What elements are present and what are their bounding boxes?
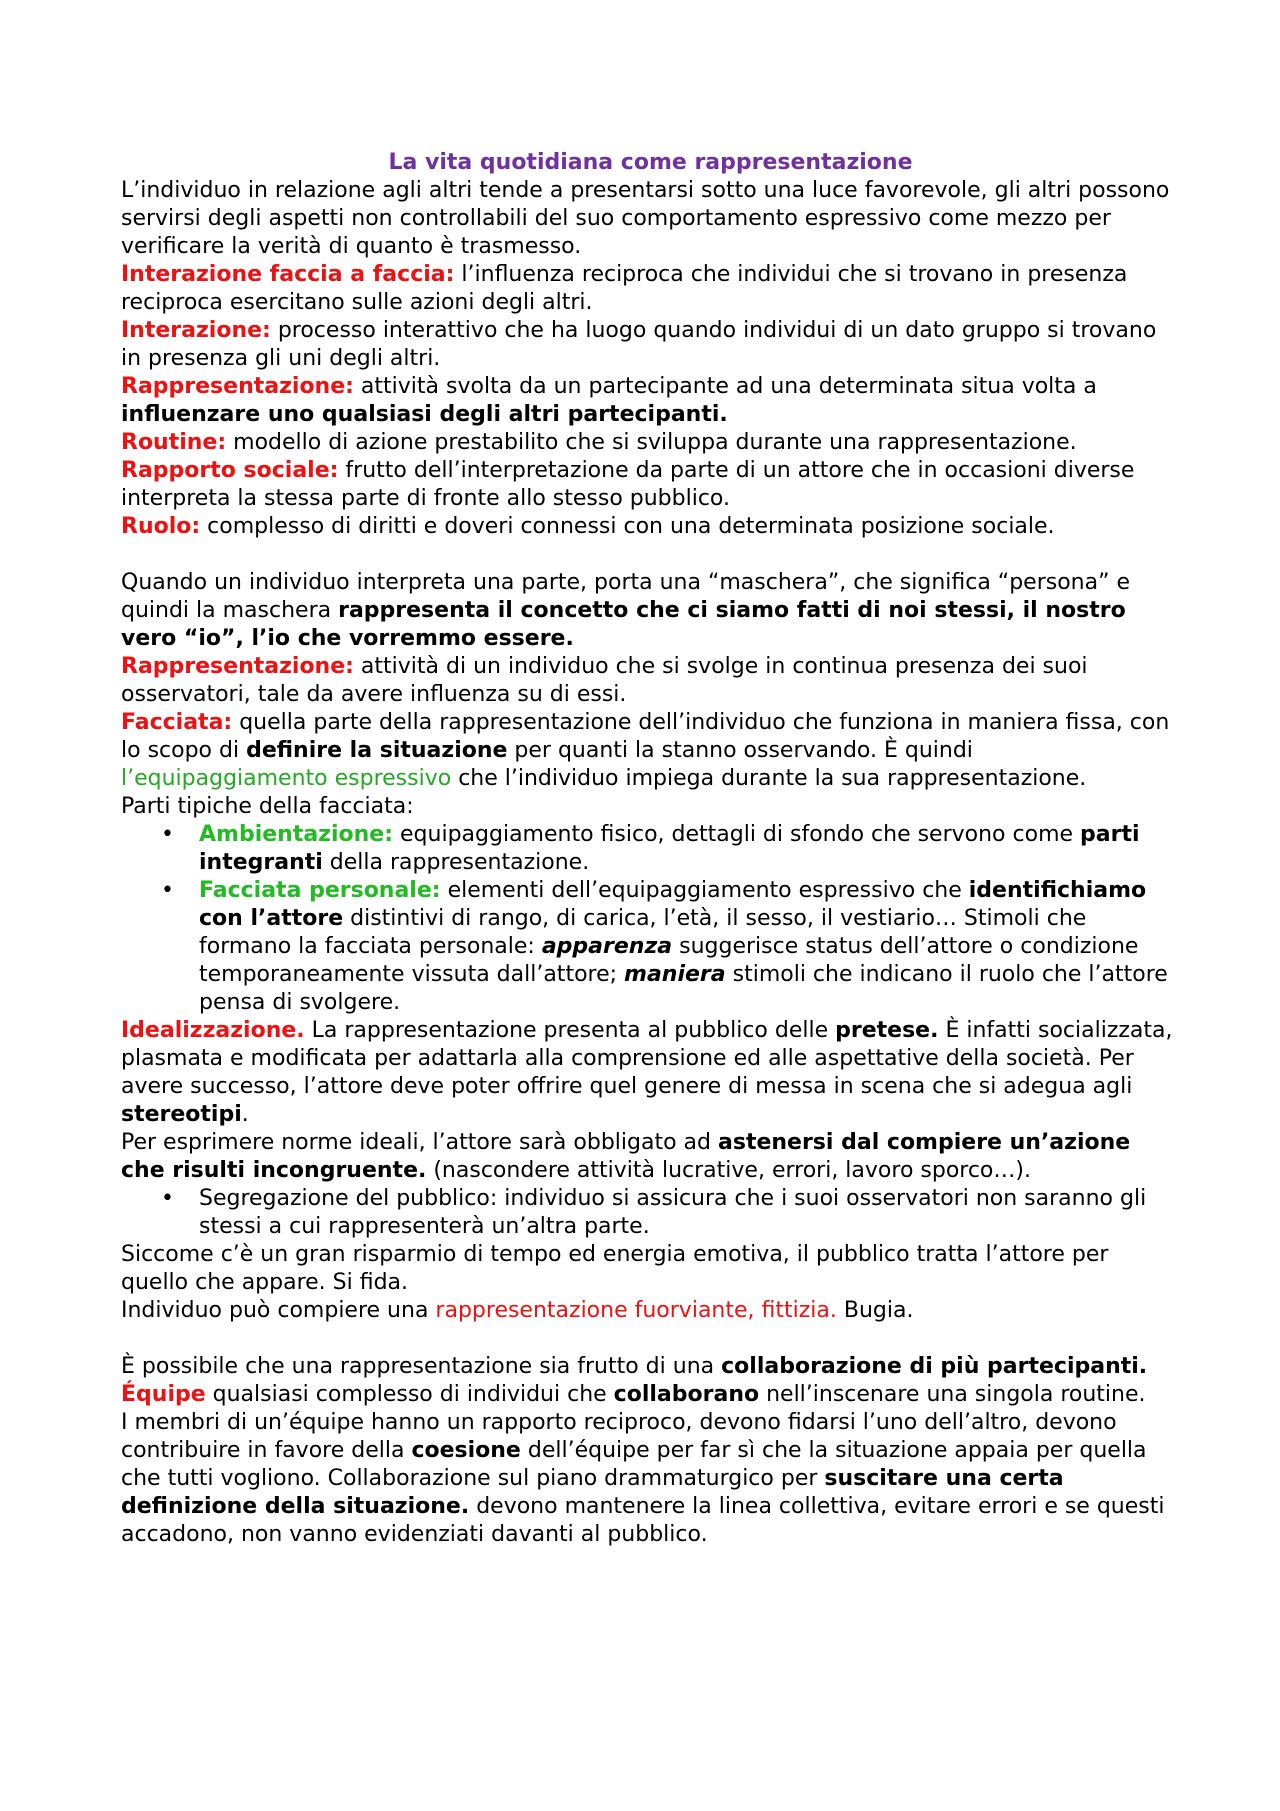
bold-text: parti integranti	[199, 822, 1140, 875]
term-label: Routine:	[121, 430, 227, 455]
term-label: Équipe	[121, 1382, 206, 1407]
definition-rappresentazione-2	[121, 653, 1180, 709]
term-label: Interazione faccia a faccia:	[121, 262, 455, 287]
definition-text: .	[241, 1102, 249, 1127]
bold-text: rappresenta il concetto che ci siamo fatti di noi stessi, il nostro vero “io”, l’io che vorremmo essere.	[121, 598, 1126, 651]
blank-line	[121, 1325, 1180, 1353]
list-item-segregazione	[121, 1185, 1180, 1241]
definition-facciata	[121, 709, 1180, 793]
definition-text: per quanti la stanno osservando. È quindi	[507, 738, 973, 763]
term-label: Idealizzazione.	[121, 1018, 305, 1043]
term-label: Facciata personale:	[199, 878, 441, 903]
bold-text: suscitare una certa definizione della situazione.	[121, 1466, 1064, 1519]
paragraph-text: devono mantenere la linea collettiva, evitare errori e se questi accadono, non vanno evidenziati davanti al pubblico.	[121, 1494, 1165, 1547]
paragraph-text: dell’équipe per far sì che la situazione appaia per quella che tutti vogliono. Collaborazione sul piano drammaturgico per	[121, 1438, 1147, 1491]
bugia-paragraph	[121, 1297, 1180, 1325]
definition-routine	[121, 429, 1180, 457]
list-item-ambientazione	[121, 821, 1180, 877]
bold-text: pretese.	[835, 1018, 939, 1043]
facciata-parts-list	[121, 821, 1180, 1017]
list-item-facciata-personale	[121, 877, 1180, 1017]
paragraph-text: Quando un individuo interpreta una parte, porta una “maschera”, che significa “persona” e quindi la maschera	[121, 570, 1131, 623]
term-label: Facciata:	[121, 710, 233, 735]
term-label: Ambientazione:	[199, 822, 394, 847]
segregazione-list	[121, 1185, 1180, 1241]
bold-text: collaborano	[613, 1382, 760, 1407]
definition-text: complesso di diritti e doveri connessi con una determinata posizione sociale.	[200, 514, 1055, 539]
definition-text: nell’inscenare una singola routine.	[759, 1382, 1146, 1407]
definition-interazione	[121, 317, 1180, 373]
definition-text: attività di un individuo che si svolge in continua presenza dei suoi osservatori, tale da avere influenza su di essi.	[121, 654, 1088, 707]
bullet-icon: •	[161, 878, 174, 903]
paragraph-text: Per esprimere norme ideali, l’attore sarà obbligato ad	[121, 1130, 718, 1155]
definition-text: qualsiasi complesso di individui che	[205, 1382, 614, 1407]
definition-interazione-faccia	[121, 261, 1180, 317]
definition-text: modello di azione prestabilito che si sviluppa durante una rappresentazione.	[226, 430, 1077, 455]
definition-text: La rappresentazione presenta al pubblico delle	[304, 1018, 836, 1043]
siccome-paragraph: Siccome c’è un gran risparmio di tempo ed energia emotiva, il pubblico tratta l’attore per quello che appare. Si fida.	[121, 1242, 1109, 1295]
mask-paragraph	[121, 569, 1180, 653]
bold-text: identifichiamo con l’attore	[199, 878, 1147, 931]
paragraph-text: I membri di un’équipe hanno un rapporto reciproco, devono fidarsi l’uno dell’altro, devono contribuire in favore della	[121, 1410, 1117, 1463]
item-text: elementi dell’equipaggiamento espressivo che	[440, 878, 969, 903]
item-text: equipaggiamento fisico, dettagli di sfondo che servono come	[393, 822, 1081, 847]
bold-italic-text: maniera	[624, 962, 726, 987]
term-label: Ruolo:	[121, 514, 201, 539]
definition-text: quella parte della rappresentazione dell’individuo che funziona in maniera fissa, con lo scopo di	[121, 710, 1170, 763]
bullet-icon: •	[161, 822, 174, 847]
paragraph-text: Bugia.	[836, 1298, 914, 1323]
definition-rappresentazione	[121, 373, 1180, 429]
bold-text: coesione	[411, 1438, 521, 1463]
definition-text: processo interattivo che ha luogo quando individui di un dato gruppo si trovano in presenza gli uni degli altri.	[121, 318, 1157, 371]
intro-paragraph: L’individuo in relazione agli altri tende a presentarsi sotto una luce favorevole, gli altri possono servirsi degli aspetti non controllabili del suo comportamento espressivo come mezzo per verificare la verità di quanto è trasmesso.	[121, 178, 1170, 259]
bold-text: collaborazione di più partecipanti.	[721, 1354, 1148, 1379]
blank-line	[121, 541, 1180, 569]
paragraph-text: È possibile che una rappresentazione sia frutto di una	[121, 1354, 722, 1379]
definition-text: frutto dell’interpretazione da parte di un attore che in occasioni diverse interpreta la stessa parte di fronte allo stesso pubblico.	[121, 458, 1135, 511]
bold-italic-text: apparenza	[541, 934, 673, 959]
paragraph-text: (nascondere attività lucrative, errori, lavoro sporco…).	[426, 1158, 1031, 1183]
membri-paragraph	[121, 1409, 1180, 1549]
item-text: distintivi di rango, di carica, l’età, il sesso, il vestiario… Stimoli che formano la facciata personale:	[199, 906, 1087, 959]
paragraph-text: Individuo può compiere una	[121, 1298, 436, 1323]
term-label: Rapporto sociale:	[121, 458, 339, 483]
bullet-icon: •	[161, 1186, 174, 1211]
bold-text: influenzare uno qualsiasi degli altri partecipanti.	[121, 402, 728, 427]
parti-label: Parti tipiche della facciata:	[121, 794, 414, 819]
document-title: La vita quotidiana come rappresentazione	[388, 150, 913, 175]
definition-equipe	[121, 1381, 1180, 1409]
bold-text: stereotipi	[121, 1102, 242, 1127]
definition-text: È infatti socializzata, plasmata e modificata per adattarla alla comprensione ed alle aspettative della società. Per avere successo, l’attore deve poter offrire quel genere di messa in scena che si adegua agli	[121, 1018, 1173, 1099]
definition-text: che l’individuo impiega durante la sua rappresentazione.	[451, 766, 1087, 791]
bold-text: definire la situazione	[246, 738, 508, 763]
definition-ruolo	[121, 513, 1180, 541]
definition-rapporto-sociale	[121, 457, 1180, 513]
term-label: Rappresentazione:	[121, 654, 354, 679]
bold-text: astenersi dal compiere un’azione che risulti incongruente.	[121, 1130, 1131, 1183]
item-text: stimoli che indicano il ruolo che l’attore pensa di svolgere.	[199, 962, 1168, 1015]
term-label: Interazione:	[121, 318, 271, 343]
definition-text: l’influenza reciproca che individui che si trovano in presenza reciproca esercitano sulle azioni degli altri.	[121, 262, 1128, 315]
term-label: Rappresentazione:	[121, 374, 354, 399]
definition-text: attività svolta da un partecipante ad una determinata situa volta a	[353, 374, 1097, 399]
red-text: rappresentazione fuorviante, fittizia.	[435, 1298, 837, 1323]
item-text: suggerisce status dell’attore o condizione temporaneamente vissuta dall’attore;	[199, 934, 1139, 987]
norme-paragraph	[121, 1129, 1180, 1185]
green-text: l’equipaggiamento espressivo	[121, 766, 452, 791]
item-text: Segregazione del pubblico: individuo si assicura che i suoi osservatori non saranno gli stessi a cui rappresenterà un’altra parte.	[199, 1186, 1147, 1239]
collaborazione-paragraph	[121, 1353, 1180, 1381]
definition-idealizzazione	[121, 1017, 1180, 1129]
item-text: della rappresentazione.	[322, 850, 590, 875]
